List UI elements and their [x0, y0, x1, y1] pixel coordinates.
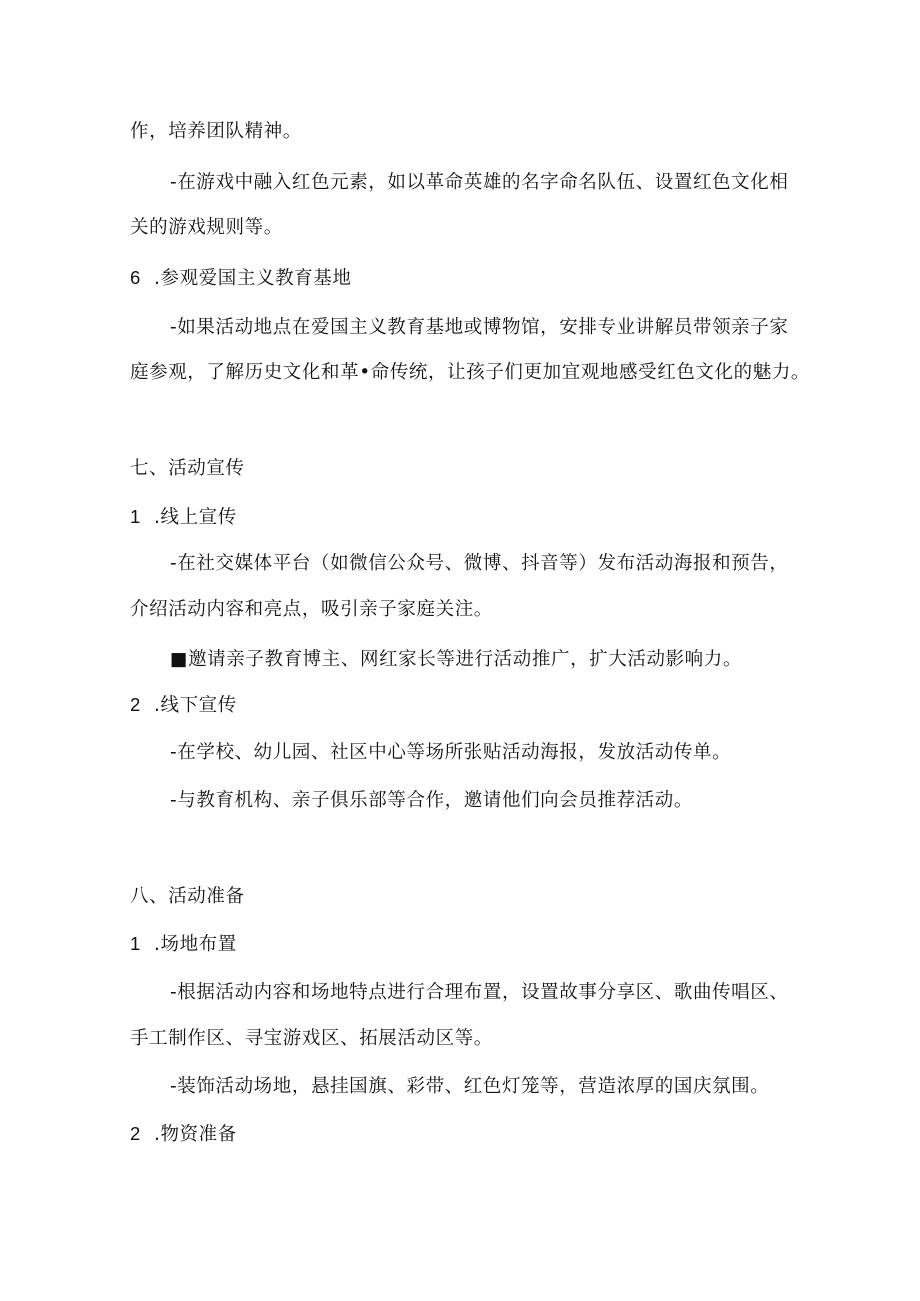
paragraph-partners	[170, 789, 693, 813]
paragraph-decoration	[170, 1075, 769, 1099]
paragraph-bloggers	[170, 648, 742, 672]
subheading-1-venue	[130, 932, 237, 957]
text-line: 手工制作区、寻宝游戏区、拓展活动区等。	[130, 1028, 493, 1049]
text-line: -如果活动地点在爱国主义教育基地或博物馆，安排专业讲解员带领亲子家	[170, 317, 789, 338]
subheading-2-supplies	[130, 1122, 237, 1147]
text-line: -在游戏中融入红色元素，如以革命英雄的名字命名队伍、设置红色文化相	[170, 172, 789, 193]
text-line: -在社交媒体平台（如微信公众号、微博、抖音等）发布活动海报和预告，	[170, 553, 789, 574]
text-line: ■邀请亲子教育博主、网红家长等进行活动推广，扩大活动影响力。	[170, 649, 742, 670]
paragraph-continuation	[130, 1027, 493, 1051]
subheading-title: .场地布置	[154, 934, 237, 955]
item-number: 1	[130, 506, 141, 527]
section-title: 八、活动准备	[130, 886, 245, 907]
text-line: -装饰活动场地，悬挂国旗、彩带、红色灯笼等，营造浓厚的国庆氛围。	[170, 1076, 770, 1097]
paragraph-continuation	[130, 598, 493, 622]
text-line: -根据活动内容和场地特点进行合理布置，设置故事分享区、歌曲传唱区、	[170, 982, 789, 1003]
subheading-2-offline	[130, 693, 237, 718]
item-number: 1	[130, 933, 141, 954]
text-line: 作，培养团队精神。	[130, 121, 302, 142]
item-number: 2	[130, 1123, 141, 1144]
paragraph-continuation	[130, 361, 810, 385]
paragraph-continuation	[130, 216, 283, 240]
section-heading-8	[130, 885, 245, 909]
subheading-1-online	[130, 505, 237, 530]
text-line: -与教育机构、亲子俱乐部等合作，邀请他们向会员推荐活动。	[170, 790, 693, 811]
subheading-title: .物资准备	[154, 1124, 237, 1145]
paragraph-continuation	[130, 120, 302, 144]
paragraph-posters	[170, 741, 731, 765]
section-heading-7	[130, 457, 245, 481]
paragraph-visit-base	[170, 316, 788, 340]
subheading-title: .线上宣传	[154, 507, 237, 528]
paragraph-social-media	[170, 552, 788, 576]
subheading-title: .线下宣传	[154, 695, 237, 716]
text-line: 关的游戏规则等。	[130, 217, 283, 238]
text-line: 庭参观，了解历史文化和革•命传统，让孩子们更加宜观地感受红色文化的魅力。	[130, 362, 811, 383]
subheading-6	[130, 266, 351, 291]
subheading-title: .参观爱国主义教育基地	[154, 268, 352, 289]
item-number: 6	[130, 267, 141, 288]
text-line: 介绍活动内容和亮点，吸引亲子家庭关注。	[130, 599, 493, 620]
paragraph-venue-layout	[170, 981, 788, 1005]
paragraph-game-red-elements	[170, 171, 788, 195]
section-title: 七、活动宣传	[130, 458, 245, 479]
text-line: -在学校、幼儿园、社区中心等场所张贴活动海报，发放活动传单。	[170, 742, 732, 763]
item-number: 2	[130, 694, 141, 715]
